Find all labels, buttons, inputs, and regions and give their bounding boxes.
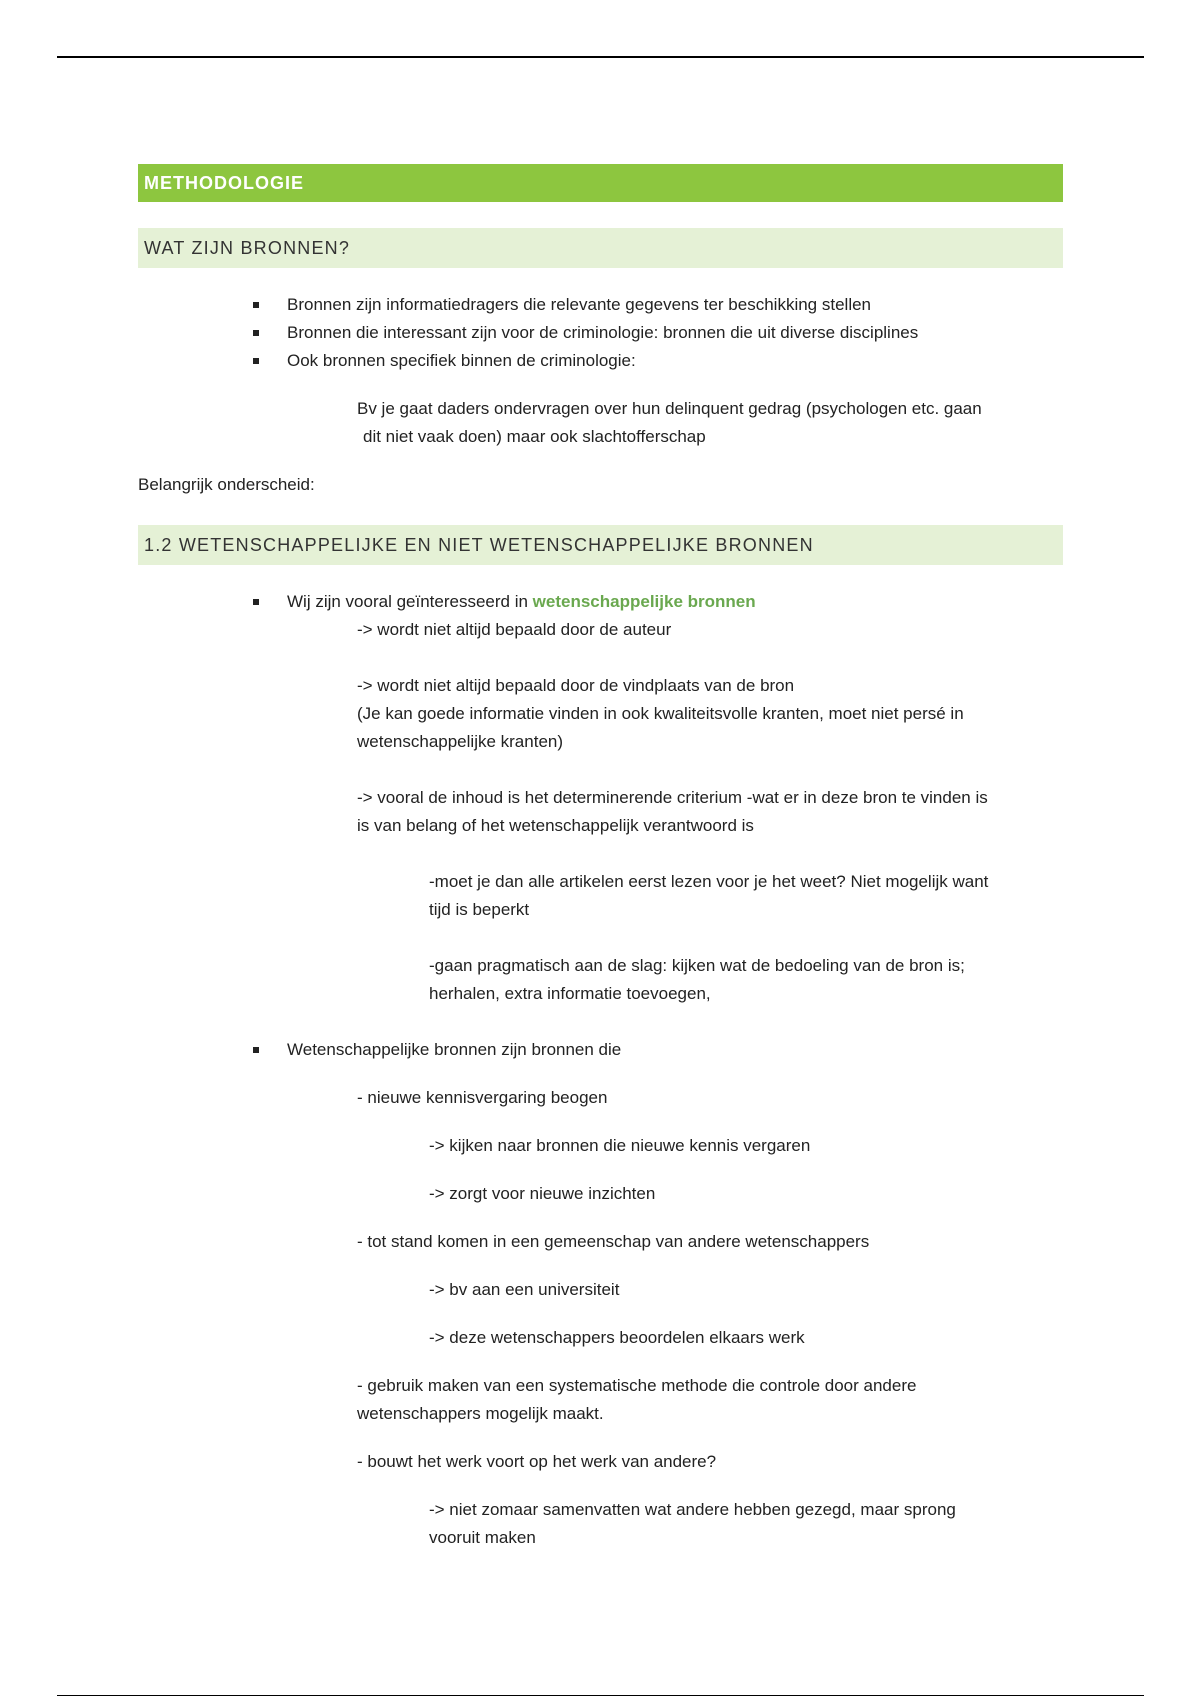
point-pragmatisch: -gaan pragmatisch aan de slag: kijken wat de bedoeling van de bron is;: [429, 956, 965, 975]
point-inhoud: is van belang of het wetenschappelijk verantwoord is: [357, 816, 754, 835]
criterium-detail: vooruit maken: [429, 1528, 536, 1547]
criterium-detail: -> deze wetenschappers beoordelen elkaars werk: [429, 1328, 805, 1347]
point-vindplaats: -> wordt niet altijd bepaald door de vindplaats van de bron: [357, 676, 795, 695]
point-auteur: -> wordt niet altijd bepaald door de auteur: [357, 620, 672, 639]
criterium-detail: -> bv aan een universiteit: [429, 1280, 620, 1299]
header-rule: [57, 56, 1144, 58]
bullet-text: Wij zijn vooral geïnteresseerd in: [287, 592, 533, 611]
belangrijk-onderscheid: Belangrijk onderscheid:: [138, 475, 315, 494]
point-kranten: (Je kan goede informatie vinden in ook kwaliteitsvolle kranten, moet niet persé in: [357, 704, 964, 723]
criterium-detail: -> niet zomaar samenvatten wat andere hebben gezegd, maar sprong: [429, 1500, 956, 1519]
section-heading-methodologie: METHODOLOGIE: [138, 164, 1063, 202]
point-lezen: -moet je dan alle artikelen eerst lezen voor je het weet? Niet mogelijk want: [429, 872, 989, 891]
criterium: - gebruik maken van een systematische methode die controle door andere: [357, 1376, 917, 1395]
bullet-item: Bronnen die interessant zijn voor de criminologie: bronnen die uit diverse disciplines: [138, 319, 1063, 347]
criterium: - bouwt het werk voort op het werk van andere?: [357, 1452, 717, 1471]
example-line: Bv je gaat daders ondervragen over hun delinquent gedrag (psychologen etc. gaan: [357, 399, 982, 418]
highlight-text: wetenschappelijke bronnen: [532, 592, 756, 611]
bronnen-bullet-list: [138, 291, 1063, 375]
criterium: - tot stand komen in een gemeenschap van andere wetenschappers: [357, 1232, 870, 1251]
point-lezen: tijd is beperkt: [429, 900, 530, 919]
criterium-detail: -> kijken naar bronnen die nieuwe kennis vergaren: [429, 1136, 811, 1155]
subheading-wetenschappelijke-bronnen: 1.2 WETENSCHAPPELIJKE EN NIET WETENSCHAPPELIJKE BRONNEN: [138, 525, 1063, 565]
bullet-item: Wetenschappelijke bronnen zijn bronnen die: [138, 1036, 1063, 1064]
bullet-item: [138, 588, 1063, 616]
bullet-item: Bronnen zijn informatiedragers die relevante gegevens ter beschikking stellen: [138, 291, 1063, 319]
criterium-detail: -> zorgt voor nieuwe inzichten: [429, 1184, 656, 1203]
bullet-item: Ook bronnen specifiek binnen de criminologie:: [138, 347, 1063, 375]
criterium: wetenschappers mogelijk maakt.: [357, 1404, 604, 1423]
point-inhoud: -> vooral de inhoud is het determinerende criterium -wat er in deze bron te vinden is: [357, 788, 988, 807]
document-body: [138, 164, 1063, 1552]
footer-rule: [57, 1695, 1144, 1696]
point-kranten: wetenschappelijke kranten): [357, 732, 564, 751]
example-line: dit niet vaak doen) maar ook slachtofferschap: [363, 427, 706, 446]
subheading-wat-zijn-bronnen: WAT ZIJN BRONNEN?: [138, 228, 1063, 268]
wetenschappelijk-bullet-list-2: [138, 1036, 1063, 1064]
point-pragmatisch: herhalen, extra informatie toevoegen,: [429, 984, 711, 1003]
wetenschappelijk-bullet-list: [138, 588, 1063, 616]
criterium: - nieuwe kennisvergaring beogen: [357, 1088, 608, 1107]
